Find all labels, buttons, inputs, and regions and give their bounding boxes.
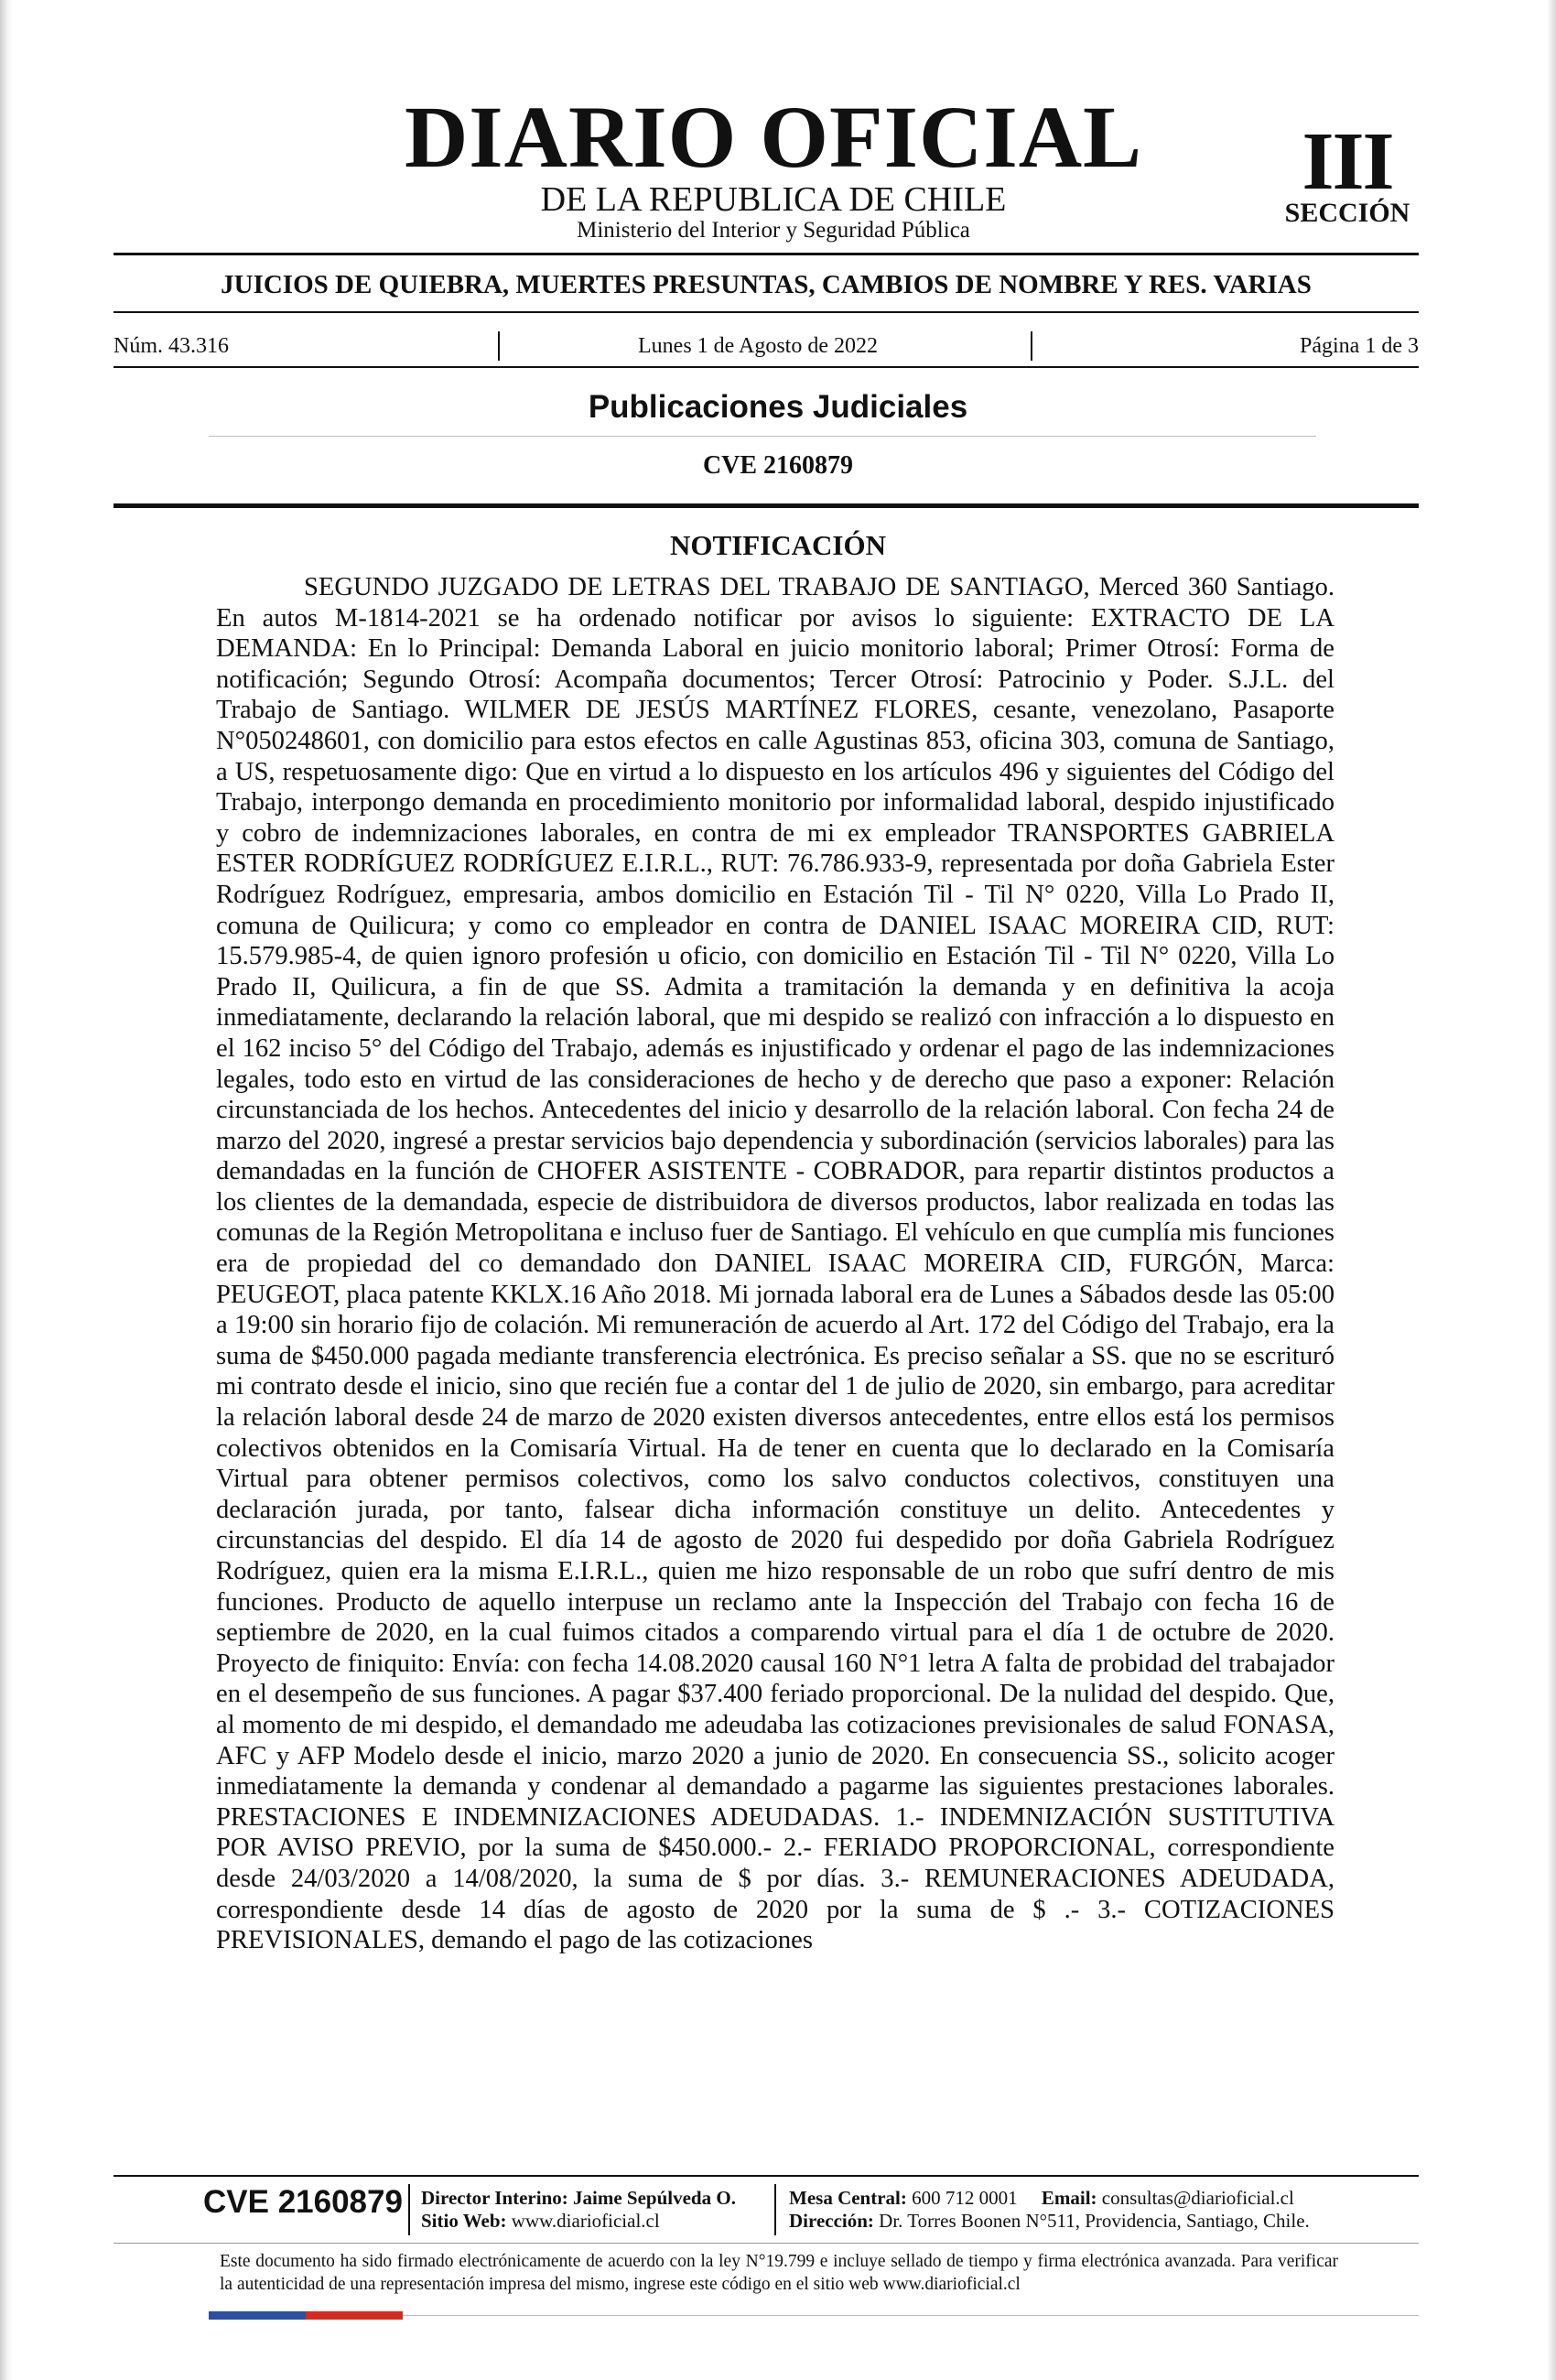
site-label: Sitio Web: [421, 2210, 507, 2232]
issue-separator [1031, 331, 1032, 361]
address-value: Dr. Torres Boonen N°511, Providencia, Santiago, Chile. [879, 2210, 1310, 2232]
issue-number: Núm. 43.316 [113, 334, 229, 358]
footer-director-block [421, 2187, 736, 2233]
masthead-divider [113, 253, 1419, 255]
notice-body: SEGUNDO JUZGADO DE LETRAS DEL TRABAJO DE SANTIAGO, Merced 360 Santiago. En autos M-1814-2021 se ha ordenado notificar por avisos lo siguiente: EXTRACTO DE LA DEMANDA: En lo Principal: Demanda Laboral en juicio monitorio laboral; Primer Otrosí: Forma de notificación; Segundo Otrosí: Acompaña documentos; Tercer Otrosí: Patrocinio y Poder. S.J.L. del Trabajo de Santiago. WILMER DE JESÚS MARTÍNEZ FLORES, cesante, venezolano, Pasaporte N°050248601, con domicilio para estos efectos en calle Agustinas 853, oficina 303, comuna de Santiago, a US, respetuosamente digo: Que en virtud a lo dispuesto en los artículos 496 y siguientes del Código del Trabajo, interpongo demanda en procedimiento monitorio por informalidad laboral, despido injustificado y cobro de indemnizaciones laborales, en contra de mi ex empleador TRANSPORTES GABRIELA ESTER RODRÍGUEZ RODRÍGUEZ E.I.R.L., RUT: 76.786.933-9, representada por doña Gabriela Ester Rodríguez Rodríguez, empresaria, ambos domicilio en Estación Til - Til N° 0220, Villa Lo Prado II, comuna de Quilicura; y como co empleador en contra de DANIEL ISAAC MOREIRA CID, RUT: 15.579.985-4, de quien ignoro profesión u oficio, con domicilio en Estación Til - Til N° 0220, Villa Lo Prado II, Quilicura, a fin de que SS. Admita a tramitación la demanda y en definitiva la acoja inmediatamente, declarando la relación laboral, que mi despido se realizó con infracción a lo dispuesto en el 162 inciso 5° del Código del Trabajo, además es injustificado y ordenar el pago de las indemnizaciones legales, todo esto en virtud de las consideraciones de hecho y de derecho que paso a exponer: Relación circunstanciada de los hechos. Antecedentes del inicio y desarrollo de la relación laboral. Con fecha 24 de marzo del 2020, ingresé a prestar servicios bajo dependencia y subordinación (servicios laborales) para las demandadas en la función de CHOFER ASISTENTE - COBRADOR, para repartir distintos productos a los clientes de la demandada, especie de distribuidora de diversos productos, labor realizada en todas las comunas de la Región Metropolitana e incluso fuer de Santiago. El vehículo en que cumplía mis funciones era de propiedad del co demandado don DANIEL ISAAC MOREIRA CID, FURGÓN, Marca: PEUGEOT, placa patente KKLX.16 Año 2018. Mi jornada laboral era de Lunes a Sábados desde las 05:00 a 19:00 sin horario fijo de colación. Mi remuneración de acuerdo al Art. 172 del Código del Trabajo, era la suma de $450.000 pagada mediante transferencia electrónica. Es preciso señalar a SS. que no se escrituró mi contrato desde el inicio, sino que recién fue a contar del 1 de julio de 2020, sin embargo, para acreditar la relación laboral desde 24 de marzo de 2020 existen diversos antecedentes, entre ellos está los permisos colectivos obtenidos en la Comisaría Virtual. Ha de tener en cuenta que lo declarado en la Comisaría Virtual para obtener permisos colectivos, como los salvo conductos colectivos, constituyen una declaración jurada, por tanto, falsear dicha información constituye un delito. Antecedentes y circunstancias del despido. El día 14 de agosto de 2020 fui despedido por doña Gabriela Rodríguez Rodríguez, quien era la misma E.I.R.L., quien me hizo responsable de un robo que sufrí dentro de mis funciones. Producto de aquello interpuse un reclamo ante la Inspección del Trabajo con fecha 16 de septiembre de 2020, en la cual fuimos citados a comparendo virtual para el día 1 de octubre de 2020. Proyecto de finiquito: Envía: con fecha 14.08.2020 causal 160 N°1 letra A falta de probidad del trabajador en el desempeño de sus funciones. A pagar $37.400 feriado proporcional. De la nulidad del despido. Que, al momento de mi despido, el demandado me adeudaba las cotizaciones previsionales de salud FONASA, AFC y AFP Modelo desde el inicio, marzo 2020 a junio de 2020. En consecuencia SS., solicito acoger inmediatamente la demanda y condenar al demandado a pagarme las siguientes prestaciones laborales. PRESTACIONES E INDEMNIZACIONES ADEUDADAS. 1.- INDEMNIZACIÓN SUSTITUTIVA POR AVISO PREVIO, por la suma de $450.000.- 2.- FERIADO PROPORCIONAL, correspondiente desde 24/03/2020 a 14/08/2020, la suma de $ por días. 3.- REMUNERACIONES ADEUDADA, correspondiente desde 14 días de agosto de 2020 por la suma de $ .- 3.- COTIZACIONES PREVISIONALES, demando el pago de las cotizaciones [216, 573, 1334, 1955]
newspaper-title: DIARIO OFICIAL [404, 88, 1143, 186]
ministry-line: Ministerio del Interior y Seguridad Pública [577, 218, 970, 243]
site-link[interactable]: www.diarioficial.cl [511, 2210, 660, 2232]
section-label: SECCIÓN [1284, 198, 1410, 228]
flag-line [403, 2315, 1419, 2316]
content-divider [113, 503, 1419, 508]
cve-code: CVE 2160879 [702, 451, 854, 480]
page-shadow-right [1547, 0, 1556, 2380]
publication-heading: Publicaciones Judiciales [588, 389, 968, 425]
newspaper-subtitle: DE LA REPUBLICA DE CHILE [540, 180, 1007, 219]
address-label: Dirección: [789, 2210, 874, 2232]
issue-divider [113, 366, 1419, 368]
flag-stripe-red [306, 2311, 403, 2320]
footer-separator [408, 2184, 410, 2235]
section-categories: JUICIOS DE QUIEBRA, MUERTES PRESUNTAS, CAMBIOS DE NOMBRE Y RES. VARIAS [221, 270, 1312, 299]
flag-stripe-blue [209, 2311, 306, 2320]
central-phone: 600 712 0001 [912, 2187, 1018, 2209]
section-marker [1274, 116, 1421, 228]
email-label: Email: [1041, 2187, 1097, 2209]
footer-separator [774, 2184, 776, 2235]
director-label: Director Interino: [421, 2187, 568, 2209]
heading-underline [209, 436, 1316, 437]
issue-date: Lunes 1 de Agosto de 2022 [638, 334, 878, 358]
footer-divider [113, 2175, 1419, 2177]
section-number: III [1302, 116, 1393, 207]
legal-note: Este documento ha sido firmado electrónicamente de acuerdo con la ley N°19.799 e incluye sellado de tiempo y firma electrónica avanzada. Para verificar la autenticidad de una representación impresa del mismo, ingrese este código en el sitio web www.diarioficial.cl [220, 2252, 1338, 2294]
issue-info-row [113, 331, 1419, 361]
footer-cve-code: CVE 2160879 [203, 2184, 403, 2220]
issue-separator [498, 331, 500, 361]
page-indicator: Página 1 de 3 [1300, 334, 1419, 358]
notice-title: NOTIFICACIÓN [670, 529, 886, 561]
categories-divider [113, 311, 1419, 313]
director-name: Jaime Sepúlveda O. [573, 2187, 736, 2209]
footer-contact-block [789, 2187, 1310, 2233]
central-label: Mesa Central: [789, 2187, 907, 2209]
legal-divider [113, 2243, 1419, 2244]
page-shadow-left [0, 0, 13, 2380]
email-link[interactable]: consultas@diarioficial.cl [1101, 2187, 1294, 2209]
